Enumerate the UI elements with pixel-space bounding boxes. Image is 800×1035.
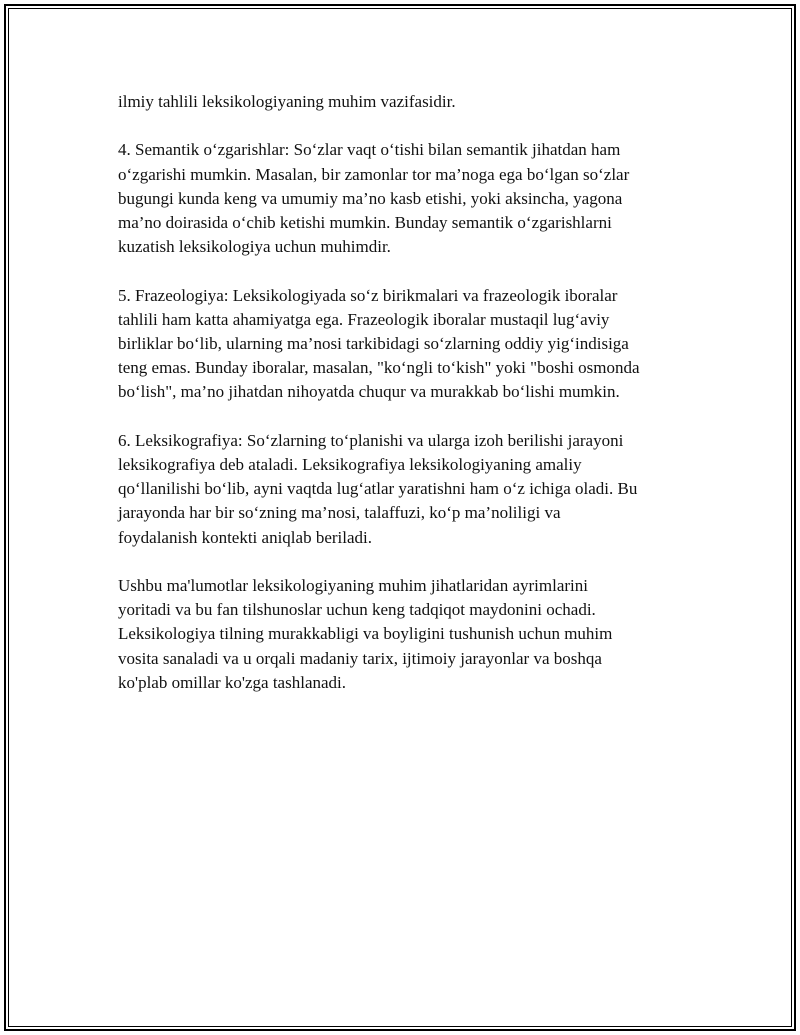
paragraph-continuation: ilmiy tahlili leksikologiyaning muhim vazifasidir.	[118, 92, 456, 111]
paragraph-phraseology: 5. Frazeologiya: Leksikologiyada so‘z birikmalari va frazeologik iboralar tahlili ham katta ahamiyatga ega. Frazeologik iboralar mustaqil lug‘aviy birliklar bo‘lib, ularning ma’nosi tarkibidagi so‘zlarning oddiy yig‘indisiga teng emas. Bunday iboralar, masalan, "ko‘ngli to‘kish" yoki "boshi osmonda bo‘lish", ma’no jihatdan nihoyatda chuqur va murakkab bo‘lishi mumkin.	[118, 285, 640, 402]
paragraph-conclusion: Ushbu ma'lumotlar leksikologiyaning muhim jihatlaridan ayrimlarini yoritadi va bu fan tilshunoslar uchun keng tadqiqot maydonini ochadi. Leksikologiya tilning murakkabligi va boyligini tushunish uchun muhim vosita sanaladi va u orqali madaniy tarix, ijtimoiy jarayonlar va boshqa ko'plab omillar ko'zga tashlanadi.	[118, 576, 613, 692]
document-body	[118, 90, 698, 719]
paragraph-lexicography: 6. Leksikografiya: So‘zlarning to‘planishi va ularga izoh berilishi jarayoni leksikografiya deb ataladi. Leksikografiya leksikologiyaning amaliy qo‘llanilishi bo‘lib, ayni vaqtda lug‘atlar yaratishni ham o‘z ichiga oladi. Bu jarayonda har bir so‘zning ma’nosi, talaffuzi, ko‘p ma’noliligi va foydalanish kontekti aniqlab beriladi.	[118, 430, 638, 547]
paragraph-semantic-changes: 4. Semantik o‘zgarishlar: So‘zlar vaqt o‘tishi bilan semantik jihatdan ham o‘zgarishi mumkin. Masalan, bir zamonlar tor ma’noga ega bo‘lgan so‘zlar bugungi kunda keng va umumiy ma’no kasb etishi, yoki aksincha, yagona ma’no doirasida o‘chib ketishi mumkin. Bunday semantik o‘zgarishlarni kuzatish leksikologiya uchun muhimdir.	[118, 140, 630, 257]
